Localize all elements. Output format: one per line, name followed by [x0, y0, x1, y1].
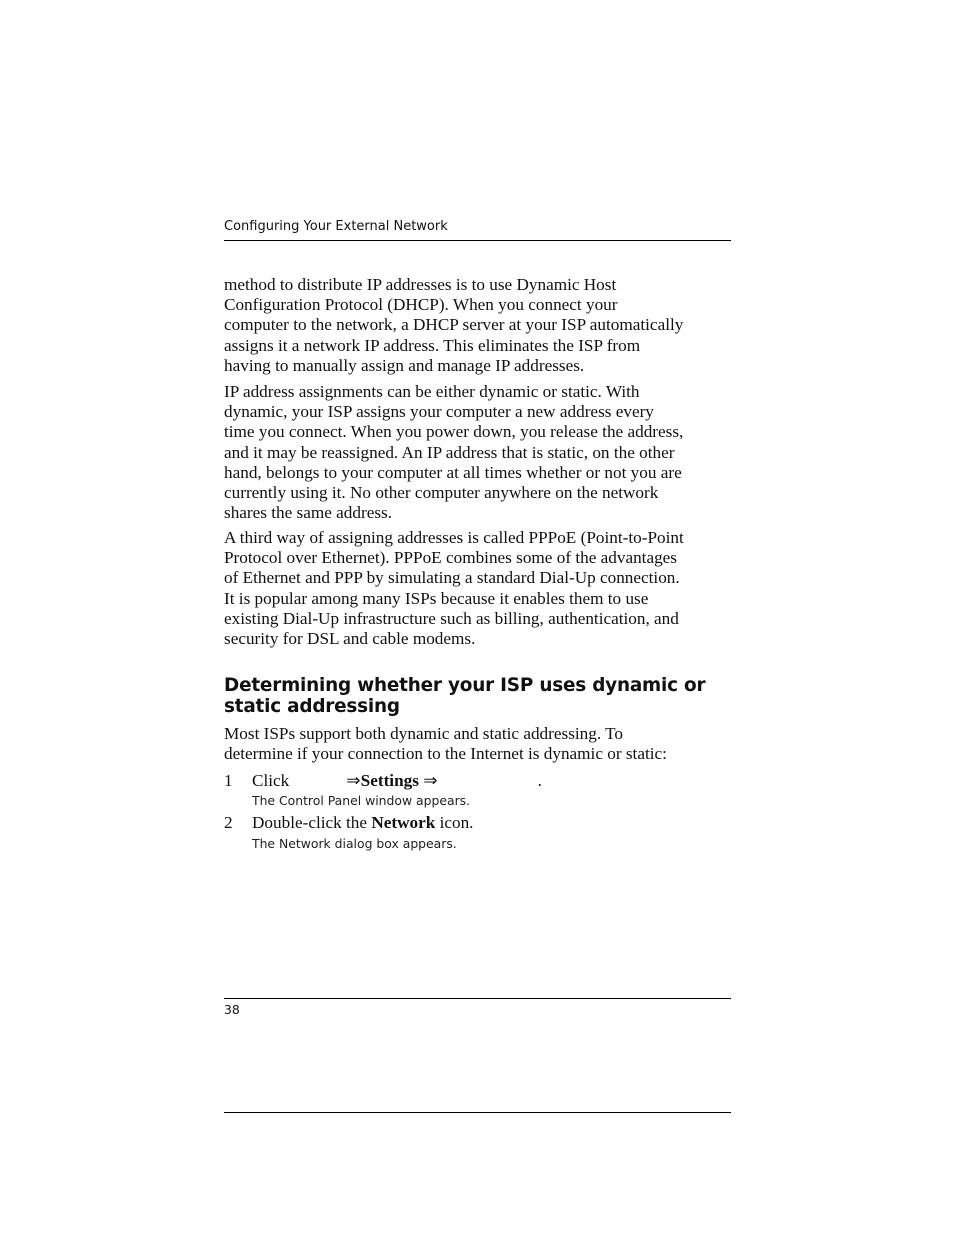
text-line: A third way of assigning addresses is called PPPoE (Point-to-Point — [224, 528, 684, 547]
section-intro — [224, 724, 734, 764]
arrow-icon: ⇒ — [423, 771, 438, 790]
text-line: shares the same address. — [224, 503, 392, 523]
menu-path-settings: Settings — [360, 771, 419, 790]
step-text: Click — [252, 771, 290, 790]
text-line: and it may be reassigned. An IP address that is static, on the other — [224, 442, 675, 462]
running-header-title: Configuring Your External Network — [224, 219, 448, 234]
step-text: Double-click the — [252, 813, 368, 832]
text-line: determine if your connection to the Internet is dynamic or static: — [224, 744, 667, 764]
text-line: It is popular among many ISPs because it enables them to use — [224, 588, 649, 608]
paragraph-dhcp — [224, 275, 734, 376]
text-line: of Ethernet and PPP by simulating a standard Dial-Up connection. — [224, 568, 680, 588]
step-number: 1 — [224, 771, 233, 790]
arrow-icon: ⇒ — [346, 771, 361, 790]
step-text: . — [537, 771, 542, 790]
text-line: currently using it. No other computer anywhere on the network — [224, 483, 659, 503]
text-line: security for DSL and cable modems. — [224, 629, 476, 649]
heading-line: static addressing — [224, 695, 400, 717]
paragraph-dynamic-static — [224, 382, 734, 523]
bottom-rule — [224, 1112, 731, 1113]
page-number: 38 — [224, 1002, 240, 1017]
text-line: time you connect. When you power down, you release the address, — [224, 422, 684, 442]
header-rule — [224, 240, 731, 241]
text-line: assigns it a network IP address. This eliminates the ISP from — [224, 335, 641, 355]
text-line: hand, belongs to your computer at all times whether or not you are — [224, 462, 682, 482]
section-heading — [224, 676, 705, 717]
heading-line: Determining whether your ISP uses dynamic or — [224, 675, 706, 696]
text-line: having to manually assign and manage IP addresses. — [224, 355, 585, 375]
step-text: icon. — [439, 813, 474, 832]
footer-rule — [224, 998, 731, 999]
step-1-result: The Control Panel window appears. — [252, 793, 471, 808]
text-line: Most ISPs support both dynamic and static addressing. To — [224, 724, 624, 743]
text-line: method to distribute IP addresses is to use Dynamic Host — [224, 275, 617, 294]
paragraph-pppoe — [224, 528, 734, 649]
step-instruction — [252, 771, 542, 791]
network-icon-label: Network — [371, 813, 436, 832]
text-line: existing Dial-Up infrastructure such as billing, authentication, and — [224, 608, 679, 628]
text-line: Configuration Protocol (DHCP). When you connect your — [224, 295, 618, 315]
step-number: 2 — [224, 813, 233, 832]
step-2-result: The Network dialog box appears. — [252, 836, 457, 851]
text-line: Protocol over Ethernet). PPPoE combines some of the advantages — [224, 548, 677, 568]
step-instruction — [252, 813, 473, 833]
text-line: dynamic, your ISP assigns your computer a new address every — [224, 402, 654, 422]
text-line: IP address assignments can be either dynamic or static. With — [224, 382, 640, 401]
text-line: computer to the network, a DHCP server at your ISP automatically — [224, 315, 684, 335]
